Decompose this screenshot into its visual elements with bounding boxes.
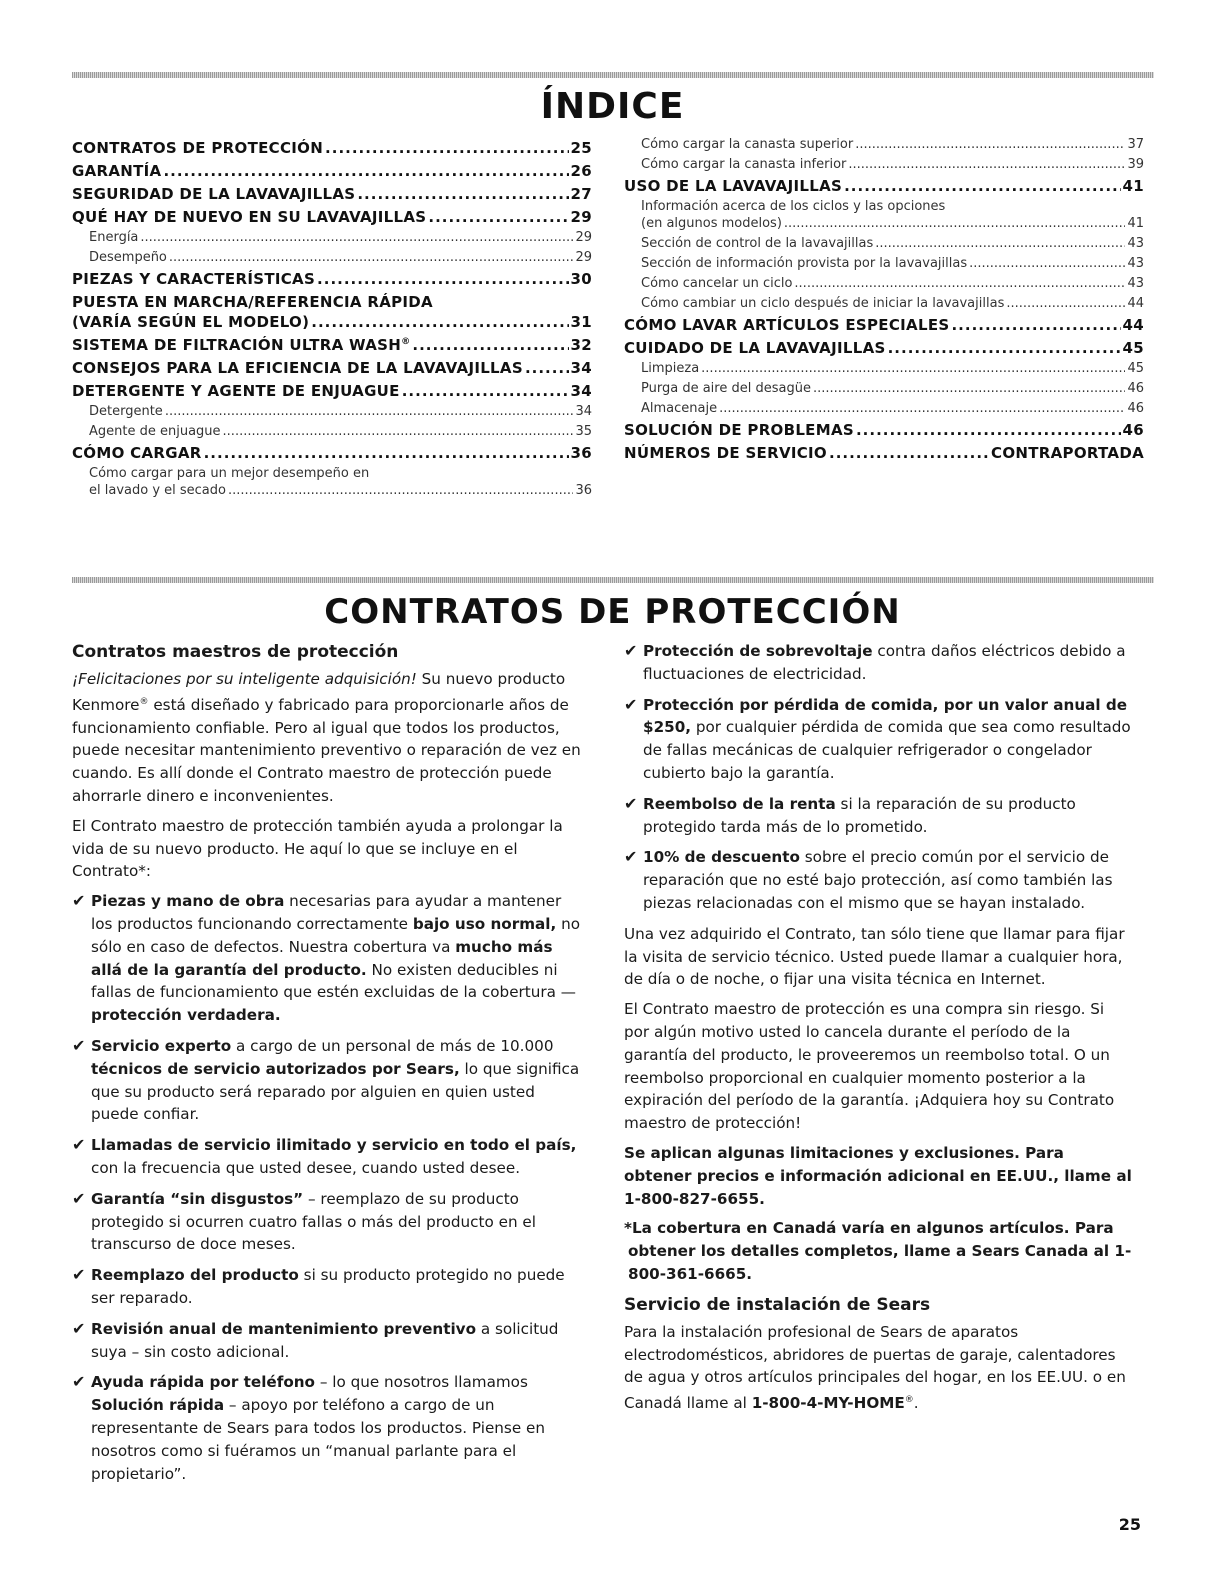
toc-entry[interactable]: USO DE LA LAVAVAJILLAS ..... 41 [624, 177, 1144, 195]
index-title: ÍNDICE [540, 86, 685, 127]
checkmark-icon: ✔ [72, 1265, 86, 1285]
toc-subentry[interactable]: Cómo cambiar un ciclo después de iniciar la lavavajillas ..... 44 [624, 296, 1144, 311]
left-text-column [72, 640, 582, 1493]
toc-entry[interactable]: CUIDADO DE LA LAVAVAJILLAS ..... 45 [624, 339, 1144, 357]
benefit-item: ✔ Revisión anual de mantenimiento preventivo a solicitud suya – sin costo adicional. [72, 1318, 559, 1361]
toc-entry[interactable]: SISTEMA DE FILTRACIÓN ULTRA WASH® ..... 32 [72, 336, 592, 354]
checkmark-icon: ✔ [72, 1135, 86, 1155]
installation-phone[interactable]: 1-800-4-MY-HOME [751, 1394, 905, 1413]
checkmark-icon: ✔ [72, 891, 86, 911]
toc-entry[interactable]: NÚMEROS DE SERVICIO ..... CONTRAPORTADA [624, 444, 1144, 462]
benefit-item: ✔ Llamadas de servicio ilimitado y servicio en todo el país, con la frecuencia que usted desee, cuando usted desee. [72, 1135, 577, 1177]
checkmark-icon: ✔ [72, 1036, 86, 1056]
toc-entry[interactable]: CONTRATOS DE PROTECCIÓN ..... 25 [72, 139, 592, 157]
checkmark-icon: ✔ [624, 847, 638, 867]
benefit-item: ✔ Servicio experto a cargo de un personal de más de 10.000 técnicos de servicio autorizados por Sears, lo que significa que su producto será reparado por alguien en quien usted puede confiar. [72, 1036, 580, 1124]
toc-subentry-line1: Información acerca de los ciclos y las opciones [641, 199, 946, 214]
toc-subentry-line1: Cómo cargar para un mejor desempeño en [89, 466, 370, 481]
benefit-item: ✔ Protección de sobrevoltaje contra daños eléctricos debido a fluctuaciones de electricidad. [624, 641, 1126, 683]
benefit-item: ✔ Garantía “sin disgustos” – reemplazo de su producto protegido si ocurren cuatro fallas o más del producto en el transcurso de doce meses. [72, 1188, 536, 1254]
toc-right-column [624, 134, 1144, 466]
intro-paragraph: ¡Felicitaciones por su inteligente adquisición! Su nuevo producto Kenmore® está diseñado y fabricado para proporcionarle años de funcionamiento confiable. Pero al igual que todos los productos, puede necesitar mantenimiento preventivo o reparación de vez en cuando. Es allí donde el Contrato maestro de protección puede ahorrarle dinero e inconvenientes. [72, 670, 581, 806]
toc-subentry[interactable]: Cómo cargar la canasta inferior ..... 39 [624, 157, 1144, 172]
toc-subentry[interactable]: Cómo cargar la canasta superior ..... 37 [624, 137, 1144, 152]
toc-entry[interactable]: CONSEJOS PARA LA EFICIENCIA DE LA LAVAVAJILLAS ..... 34 [72, 359, 592, 377]
benefit-item: ✔ 10% de descuento sobre el precio común por el servicio de reparación que no esté bajo protección, así como también las piezas relacionadas con el mismo que se hayan instalado. [624, 847, 1113, 912]
toc-entry[interactable]: PIEZAS Y CARACTERÍSTICAS ..... 30 [72, 270, 592, 288]
checkmark-icon: ✔ [72, 1372, 86, 1392]
toc-entry[interactable]: (VARÍA SEGÚN EL MODELO) ..... 31 [72, 313, 592, 331]
benefit-item: ✔ Reemplazo del producto si su producto protegido no puede ser reparado. [72, 1265, 565, 1307]
section-title: CONTRATOS DE PROTECCIÓN [324, 592, 901, 632]
toc-subentry[interactable]: Energía ..... 29 [72, 230, 592, 245]
right-text-column [624, 640, 1134, 1422]
limitations-note: Se aplican algunas limitaciones y exclusiones. Para obtener precios e información adicional en EE.UU., llame al 1-800-827-6655. [624, 1143, 1132, 1208]
toc-subentry[interactable]: Agente de enjuague ..... 35 [72, 424, 592, 439]
toc-subentry[interactable]: Cómo cancelar un ciclo ..... 43 [624, 276, 1144, 291]
paragraph: El Contrato maestro de protección es una compra sin riesgo. Si por algún motivo usted lo cancela durante el período de la garantía del producto, le proveeremos un reembolso total. O un reembolso proporcional en cualquier momento posterior a la expiración del período de la garantía. ¡Adquiera hoy su Contrato maestro de protección! [624, 1000, 1115, 1133]
toc-subentry[interactable]: Limpieza ..... 45 [624, 361, 1144, 376]
checkmark-icon: ✔ [624, 694, 638, 714]
toc-subentry[interactable]: Detergente ..... 34 [72, 404, 592, 419]
toc-entry[interactable]: DETERGENTE Y AGENTE DE ENJUAGUE ..... 34 [72, 382, 592, 400]
toc-subentry[interactable]: (en algunos modelos) ..... 41 [624, 216, 1144, 231]
toc-entry[interactable]: QUÉ HAY DE NUEVO EN SU LAVAVAJILLAS ..... 29 [72, 208, 592, 226]
benefit-item: ✔ Reembolso de la renta si la reparación de su producto protegido tarda más de lo prometido. [624, 793, 1076, 836]
top-divider [72, 72, 1154, 78]
benefit-item: ✔ Protección por pérdida de comida, por un valor anual de $250, por cualquier pérdida de comida que sea como resultado de fallas mecánicas de cualquier refrigerador o congelador cubierto bajo la garantía. [624, 694, 1131, 782]
toc-entry-line1: PUESTA EN MARCHA/REFERENCIA RÁPIDA [72, 293, 433, 311]
toc-subentry[interactable]: Purga de aire del desagüe ..... 46 [624, 381, 1144, 396]
toc-subentry[interactable]: Almacenaje ..... 46 [624, 401, 1144, 416]
toc-entry[interactable]: SOLUCIÓN DE PROBLEMAS ..... 46 [624, 421, 1144, 439]
toc-left-column [72, 134, 592, 503]
toc-subentry[interactable]: Sección de información provista por la lavavajillas ..... 43 [624, 256, 1144, 271]
subsection-heading: Contratos maestros de protección [72, 642, 399, 662]
toc-entry[interactable]: GARANTÍA ..... 26 [72, 162, 592, 180]
toc-entry[interactable]: CÓMO CARGAR ..... 36 [72, 444, 592, 462]
installation-paragraph: Para la instalación profesional de Sears de aparatos electrodomésticos, abridores de puertas de garaje, calentadores de agua y otros artículos principales del hogar, en los EE.UU. o en Canadá llame al 1-800-4-MY-HOME®. [624, 1322, 1126, 1413]
subsection-heading: Servicio de instalación de Sears [624, 1294, 931, 1315]
page-number: 25 [1118, 1515, 1141, 1534]
benefit-item: ✔ Ayuda rápida por teléfono – lo que nosotros llamamos Solución rápida – apoyo por teléfono a cargo de un representante de Sears para todos los productos. Piense en nosotros como si fuéramos un “manual parlante para el propietario”. [72, 1372, 545, 1483]
checkmark-icon: ✔ [72, 1318, 86, 1338]
checkmark-icon: ✔ [624, 641, 638, 660]
paragraph: Una vez adquirido el Contrato, tan sólo tiene que llamar para fijar la visita de servicio técnico. Usted puede llamar a cualquier hora, de día o de noche, o fijar una visita técnica en Internet. [624, 924, 1125, 989]
benefit-item: ✔ Piezas y mano de obra necesarias para ayudar a mantener los productos funcionando correctamente bajo uso normal, no sólo en caso de defectos. Nuestra cobertura va mucho más allá de la garantía del producto. No existen deducibles ni fallas de funcionamiento que estén excluidas de la cobertura — protección verdadera. [72, 891, 581, 1025]
canada-note: *La cobertura en Canadá varía en algunos artículos. Para obtener los detalles completos, llame a Sears Canada al 1-800-361-6665. [624, 1219, 1132, 1283]
toc-subentry[interactable]: Sección de control de la lavavajillas ..... 43 [624, 236, 1144, 251]
toc-subentry[interactable]: el lavado y el secado ..... 36 [72, 483, 592, 498]
toc-entry[interactable]: CÓMO LAVAR ARTÍCULOS ESPECIALES ..... 44 [624, 316, 1144, 334]
checkmark-icon: ✔ [624, 793, 638, 813]
checkmark-icon: ✔ [72, 1188, 86, 1208]
toc-subentry[interactable]: Desempeño ..... 29 [72, 250, 592, 265]
middle-divider [72, 577, 1154, 583]
toc-entry[interactable]: SEGURIDAD DE LA LAVAVAJILLAS ..... 27 [72, 185, 592, 203]
paragraph: El Contrato maestro de protección también ayuda a prolongar la vida de su nuevo producto. He aquí lo que se incluye en el Contrato*: [72, 816, 563, 881]
